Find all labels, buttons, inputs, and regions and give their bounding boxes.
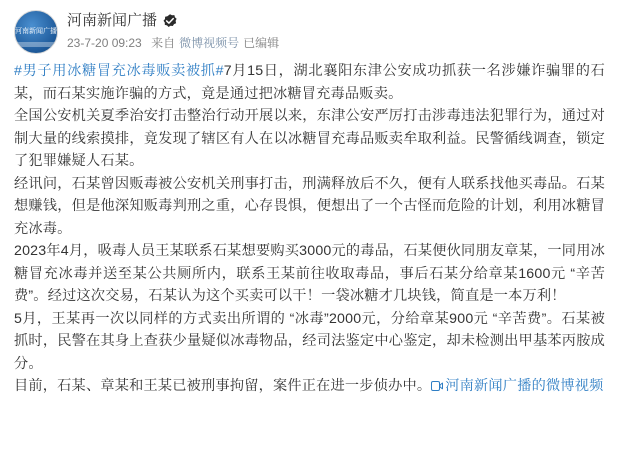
avatar-band	[15, 42, 57, 47]
verified-badge-icon	[162, 13, 178, 29]
account-row	[67, 11, 279, 31]
source-prefix: 来自	[151, 36, 176, 50]
post-timestamp: 23-7-20 09:23	[67, 36, 142, 50]
account-name[interactable]: 河南新闻广播	[67, 12, 158, 29]
post-paragraph-3: 经讯问，石某曾因贩毒被公安机关刑事打击，刑满释放后不久，便有人联系找他买毒品。石某想赚钱，但是他深知贩毒判刑之重，心存畏惧，便想出了一个古怪而危险的计划，利用冰糖冒充冰毒。	[14, 175, 605, 237]
header-text	[67, 10, 279, 51]
meta-spacer	[145, 35, 148, 51]
post-body	[0, 58, 619, 398]
post-paragraph-2: 全国公安机关夏季治安打击整治行动开展以来，东津公安严厉打击涉毒违法犯罪行为，通过对制大量的线索摸排，竟发现了辖区有人在以冰糖冒充毒品贩卖牟取利益。民警循线调查，锁定了犯罪嫌疑人石某。	[14, 108, 605, 169]
post-paragraph-4: 2023年4月，吸毒人员王某联系石某想要购买3000元的毒品，石某便伙同朋友章某，一同用冰糖冒充冰毒并送至某公共厕所内，联系王某前往收取毒品，事后石某分给章某1600元 “辛苦费”。经过这次交易，石某认为这个买卖可以干！一袋冰糖才几块钱，简直是一本万利！	[14, 243, 605, 304]
post-paragraph-5: 5月，王某再一次以同样的方式卖出所谓的 “冰毒”2000元，分给章某900元 “辛苦费”。石某被抓时，民警在其身上查获少量疑似冰毒物品，经司法鉴定中心鉴定，却未检测出甲基苯丙胺成分。	[14, 310, 605, 372]
post-paragraph-6	[14, 375, 605, 398]
post-meta	[67, 35, 279, 51]
video-play-icon	[431, 376, 443, 386]
post-paragraph-6-text: 目前，石某、章某和王某已被刑事拘留，案件正在进一步侦办中。	[14, 378, 432, 394]
edited-label: 已编辑	[243, 36, 280, 50]
post-source-link[interactable]: 微博视频号	[179, 36, 240, 50]
avatar[interactable]	[14, 10, 58, 54]
post-paragraph-1	[14, 60, 605, 105]
post-paragraph-1-text: 7月15日，湖北襄阳东津公安成功抓获一名涉嫌诈骗罪的石某，而石某实施诈骗的方式，竟是通过把冰糖冒充毒品贩卖。	[14, 63, 605, 102]
source-video-link[interactable]: 河南新闻广播的微博视频	[445, 378, 604, 394]
topic-hashtag-link[interactable]: #男子用冰糖冒充冰毒贩卖被抓#	[14, 63, 224, 79]
post-header	[0, 0, 619, 58]
avatar-label: 河南新闻广播	[15, 28, 57, 35]
